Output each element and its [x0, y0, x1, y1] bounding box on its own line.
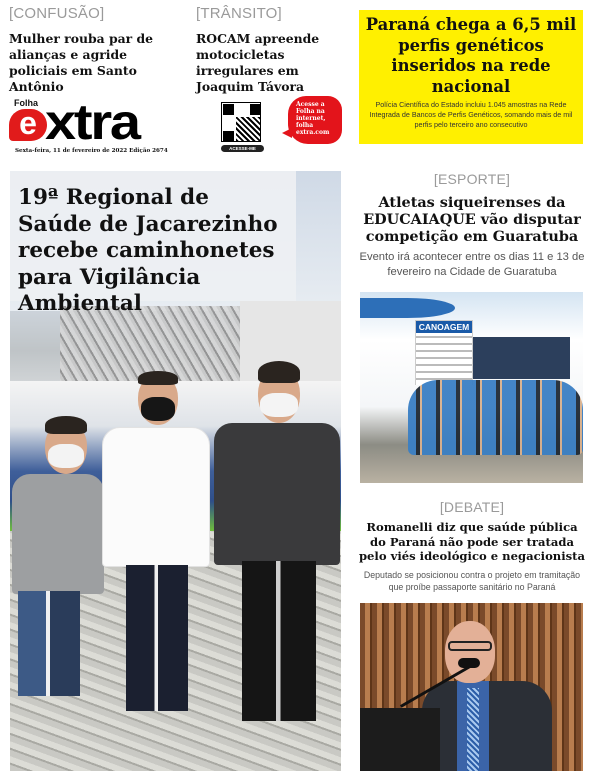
kayak-shape [360, 298, 455, 318]
podium [360, 708, 440, 771]
website-promo-text: Acesse a Folha na internet, folha extra.com [296, 101, 330, 136]
qr-label: ACESSE-ME [221, 145, 264, 152]
microphone-icon [458, 658, 480, 668]
highlight-subtitle: Polícia Científica do Estado incluiu 1.045 amostras na Rede Integrada de Bancos de Perfis Genéticos, somando mais de mil perfis pelo terceiro ano consecutivo [369, 100, 573, 129]
story-esporte[interactable] [358, 170, 586, 280]
team-group [408, 380, 583, 455]
highlight-story[interactable] [359, 10, 583, 144]
section-tag: [TRÂNSITO] [196, 5, 282, 22]
section-tag: [ESPORTE] [433, 171, 511, 187]
section-tag: [CONFUSÃO] [9, 5, 105, 22]
qr-code[interactable] [221, 102, 264, 157]
story-subtitle: Deputado se posicionou contra o projeto em tramitação que proíbe passaporte sanitário no Paraná [363, 569, 581, 592]
qr-code-icon [221, 102, 261, 142]
glasses-icon [448, 641, 492, 651]
website-promo-bubble[interactable] [288, 96, 342, 144]
highlight-headline[interactable]: Paraná chega a 6,5 mil perfis genéticos inseridos na rede nacional [365, 15, 577, 96]
masthead-logo[interactable] [9, 96, 189, 162]
person-left [12, 416, 104, 696]
brief-confusao[interactable] [9, 5, 189, 95]
story-subtitle: Evento irá acontecer entre os dias 11 e 13 de fevereiro na Cidade de Guaratuba [359, 251, 585, 278]
person-right [210, 361, 340, 741]
brand-e-speech-bubble-icon: e [9, 109, 47, 141]
esporte-photo[interactable] [360, 292, 583, 483]
main-headline[interactable]: 19ª Regional de Saúde de Jacarezinho recebe caminhonetes para Vigilância Ambiental [18, 185, 278, 316]
brand-folha: Folha [14, 98, 38, 108]
headline-link[interactable]: ROCAM apreende motocicletas irregulares em Joaquim Távora [196, 31, 320, 94]
section-tag: [DEBATE] [439, 499, 505, 515]
debate-photo[interactable] [360, 603, 583, 771]
bus-window [470, 337, 570, 379]
person-center [102, 371, 210, 711]
main-headline-box[interactable] [10, 171, 296, 316]
story-debate[interactable] [358, 498, 586, 593]
headline-link[interactable]: Atletas siqueirenses da EDUCAIAQUE vão disputar competição em Guaratuba [363, 194, 581, 245]
canoagem-banner: CANOAGEM [415, 320, 473, 385]
speaker-tie [467, 688, 479, 771]
edition-dateline: Sexta-feira, 11 de fevereiro de 2022 Edição 2674 [15, 148, 168, 154]
headline-link[interactable]: Romanelli diz que saúde pública do Paraná não pode ser tratada pelo viés ideológico e negacionista [358, 520, 586, 564]
brief-transito[interactable] [196, 5, 356, 95]
headline-link[interactable]: Mulher rouba par de alianças e agride policiais em Santo Antônio [9, 31, 154, 94]
brand-xtra: xtra [45, 94, 139, 150]
